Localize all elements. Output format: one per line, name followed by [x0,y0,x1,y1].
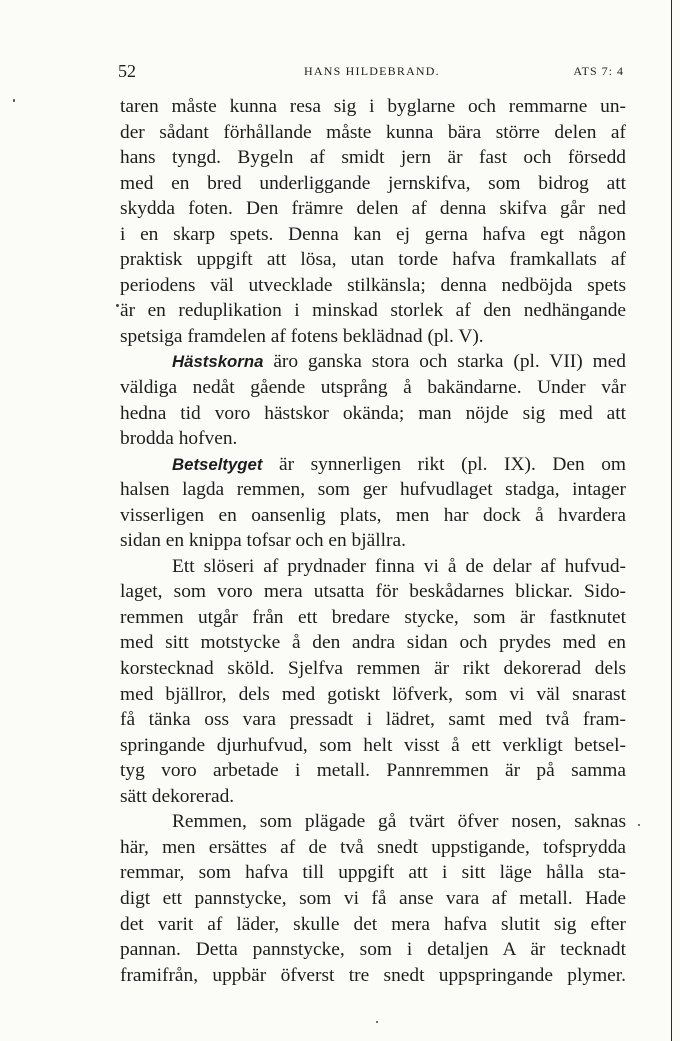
text-line: Ett slöseri af prydnader finna vi å de delar af hufvud- [172,555,626,577]
text-line: periodens väl utvecklade stilkänsla; denna nedböjda spets [120,274,626,296]
paragraph [120,554,626,809]
text-line: tyg voro arbetade i metall. Pannremmen är på samma [120,760,626,782]
text-line: halsen lagda remmen, som ger hufvudlaget stadga, intager [120,479,626,501]
paragraph [120,349,626,451]
text-line: framifrån, uppbär öfverst tre snedt uppspringande plymer. [120,964,626,986]
paragraph [120,809,626,988]
series-mark: ATS 7: 4 [573,64,624,78]
text-line: Remmen, som plägade gå tvärt öfver nosen, saknas [172,811,626,833]
page-number: 52 [118,61,136,81]
text-line: sätt dekorerad. [120,785,235,807]
text-line: hans tyngd. Bygeln af smidt jern är fast och försedd [120,147,626,169]
text-run: är synnerligen rikt (pl. IX). Den om [279,453,626,475]
text-line: med sitt motstycke å den andra sidan och prydes med en [120,632,626,654]
keyword: Hästskorna [172,352,264,372]
text-line: med bjällror, dels med gotiskt löfverk, som vi väl snarast [120,683,626,705]
text-line: sidan en knippa tofsar och en bjällra. [120,530,406,552]
body-text [120,94,626,988]
text-line: få tänka oss vara pressadt i lädret, samt med två fram- [120,709,626,731]
text-line: taren måste kunna resa sig i byglarne och remmarne un- [120,96,626,117]
text-line: här, men ersättes af de två snedt uppstigande, tofsprydda [120,836,626,858]
scan-speck [376,1021,378,1023]
scan-speck [116,304,119,307]
text-line: visserligen en oansenlig plats, men har dock å hvardera [120,504,626,526]
text-line [120,349,626,375]
text-line: det varit af läder, skulle det mera hafva slutit sig efter [120,913,626,935]
text-line: väldiga nedåt gående utsprång å bakändarne. Under vår [120,377,626,399]
text-line: remmen utgår från ett bredare stycke, som är fastknutet [120,606,626,628]
text-line: med en bred underliggande jernskifva, som bidrog att [120,172,626,194]
text-line: remmar, som hafva till uppgift att i sitt läge hålla sta- [120,862,626,884]
text-line: i en skarp spets. Denna kan ej gerna hafva egt någon [120,223,626,245]
text-run: äro ganska stora och starka (pl. VII) med [273,351,626,373]
text-line: springande djurhufvud, som helt visst å ett verkligt betsel- [120,734,626,756]
scan-speck [638,824,640,826]
text-line: skydda foten. Den främre delen af denna skifva går ned [120,198,626,220]
paragraph [120,94,626,349]
running-head: HANS HILDEBRAND. [304,64,440,78]
text-line: spetsiga framdelen af fotens beklädnad (pl. V). [120,325,484,347]
text-line: digt ett pannstycke, som vi få anse vara af metall. Hade [120,887,626,909]
keyword: Betseltyget [172,454,263,474]
paragraph [120,452,626,554]
text-line: laget, som voro mera utsatta för beskådarnes blickar. Sido- [120,581,626,603]
text-line: hedna tid voro hästskor okända; man nöjde sig med att [120,402,626,424]
text-line: der sådant förhållande måste kunna bära större delen af [120,121,626,143]
text-line: korstecknad sköld. Sjelfva remmen är rikt dekorerad dels [120,658,626,680]
text-line [120,452,626,478]
text-line: brodda hofven. [120,428,238,450]
scan-speck [13,99,15,102]
text-line: praktisk uppgift att lösa, utan torde hafva framkallats af [120,249,626,271]
text-line: är en reduplikation i minskad storlek af den nedhängande [120,300,626,322]
text-line: pannan. Detta pannstycke, som i detaljen A är tecknadt [120,939,626,961]
page-header [118,61,624,81]
page-edge-line [671,0,672,1041]
